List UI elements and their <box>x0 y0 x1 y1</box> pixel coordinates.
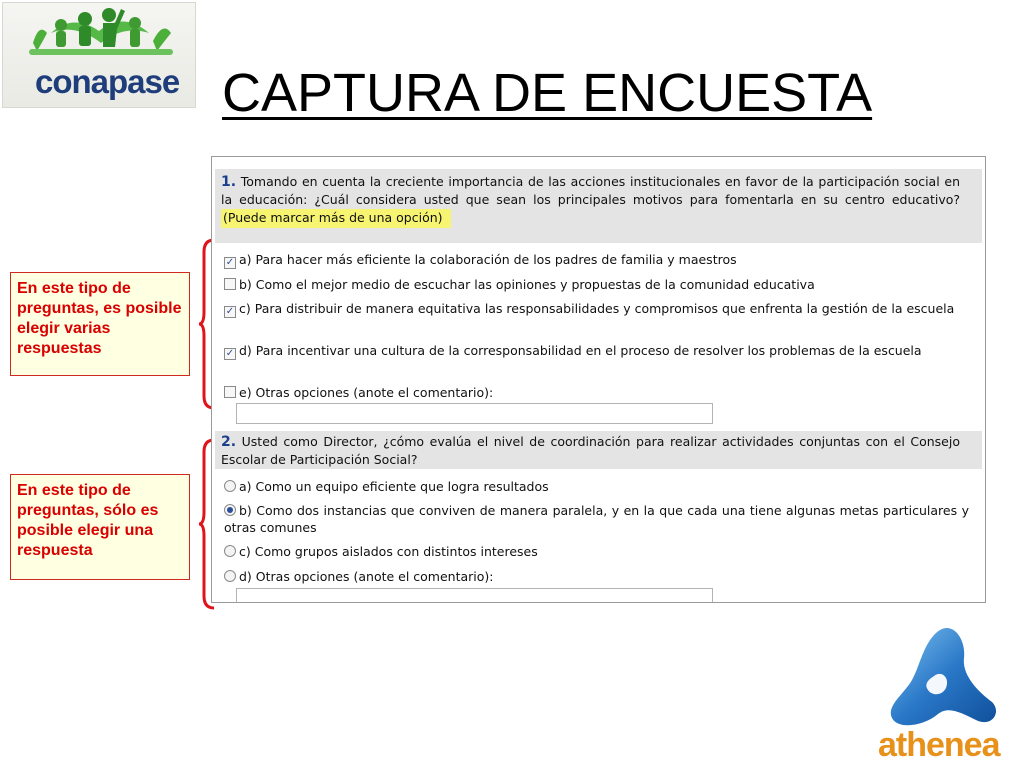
checkbox-checked[interactable]: ✓ <box>225 257 235 268</box>
option-label: e) Otras opciones (anote el comentario): <box>239 385 494 400</box>
slide-title: CAPTURA DE ENCUESTA <box>222 63 873 123</box>
question-1-option-b[interactable] <box>224 276 969 293</box>
question-1-text: Tomando en cuenta la creciente importancia de las acciones institucionales en favor de la participación social en la educación: ¿Cuál considera usted que sean los principales motivos para fomentarla en su centro educativo? <box>221 174 960 207</box>
callout-multiple-choice: En este tipo de preguntas, es posible elegir varias respuestas <box>10 272 190 376</box>
radio-button[interactable] <box>224 480 236 492</box>
checkbox[interactable] <box>224 278 236 290</box>
question-number: 1. <box>221 174 237 190</box>
option-label: b) Como dos instancias que conviven de manera paralela, y en la que cada una tiene algunas metas particulares y otras comunes <box>224 503 969 535</box>
question-1-option-a[interactable] <box>224 251 969 269</box>
question-2-text: Usted como Director, ¿cómo evalúa el nivel de coordinación para realizar actividades conjuntas con el Consejo Escolar de Participación Social? <box>221 434 960 467</box>
question-1-option-e[interactable] <box>224 384 969 401</box>
option-label: d) Otras opciones (anote el comentario): <box>239 569 494 584</box>
question-2-option-b[interactable] <box>224 502 969 536</box>
question-1-hint: (Puede marcar más de una opción) <box>221 209 451 228</box>
question-1-header <box>215 169 982 243</box>
conapase-logo <box>2 2 196 108</box>
athenea-logo-icon <box>888 624 1000 730</box>
question-number: 2. <box>221 434 237 450</box>
question-2-header <box>215 431 982 469</box>
athenea-logo-text: athenea <box>878 726 1000 764</box>
option-label: c) Como grupos aislados con distintos intereses <box>239 544 538 559</box>
question-2-option-d[interactable] <box>224 568 969 585</box>
conapase-logo-text: conapase <box>35 63 180 100</box>
radio-button[interactable] <box>224 570 236 582</box>
option-label: a) Como un equipo eficiente que logra resultados <box>239 479 549 494</box>
option-label: d) Para incentivar una cultura de la corresponsabilidad en el proceso de resolver los problemas de la escuela <box>239 343 922 358</box>
checkbox-checked[interactable]: ✓ <box>225 348 235 359</box>
callout-single-choice: En este tipo de preguntas, sólo es posible elegir una respuesta <box>10 474 190 580</box>
question-1-option-c[interactable] <box>224 300 969 318</box>
option-label: c) Para distribuir de manera equitativa las responsabilidades y compromisos que enfrenta la gestión de la escuela <box>239 301 955 316</box>
checkbox-checked[interactable]: ✓ <box>225 306 235 317</box>
survey-form <box>211 156 986 603</box>
checkbox[interactable] <box>224 386 236 398</box>
question-2-comment-field[interactable] <box>236 588 713 603</box>
question-1-comment-field[interactable] <box>236 403 713 424</box>
question-1-option-d[interactable] <box>224 342 969 360</box>
question-2-option-a[interactable] <box>224 478 969 495</box>
radio-button-selected[interactable] <box>224 504 236 516</box>
option-label: a) Para hacer más eficiente la colaboración de los padres de familia y maestros <box>239 252 737 267</box>
question-2-option-c[interactable] <box>224 543 969 560</box>
radio-button[interactable] <box>224 545 236 557</box>
option-label: b) Como el mejor medio de escuchar las opiniones y propuestas de la comunidad educativa <box>239 277 815 292</box>
